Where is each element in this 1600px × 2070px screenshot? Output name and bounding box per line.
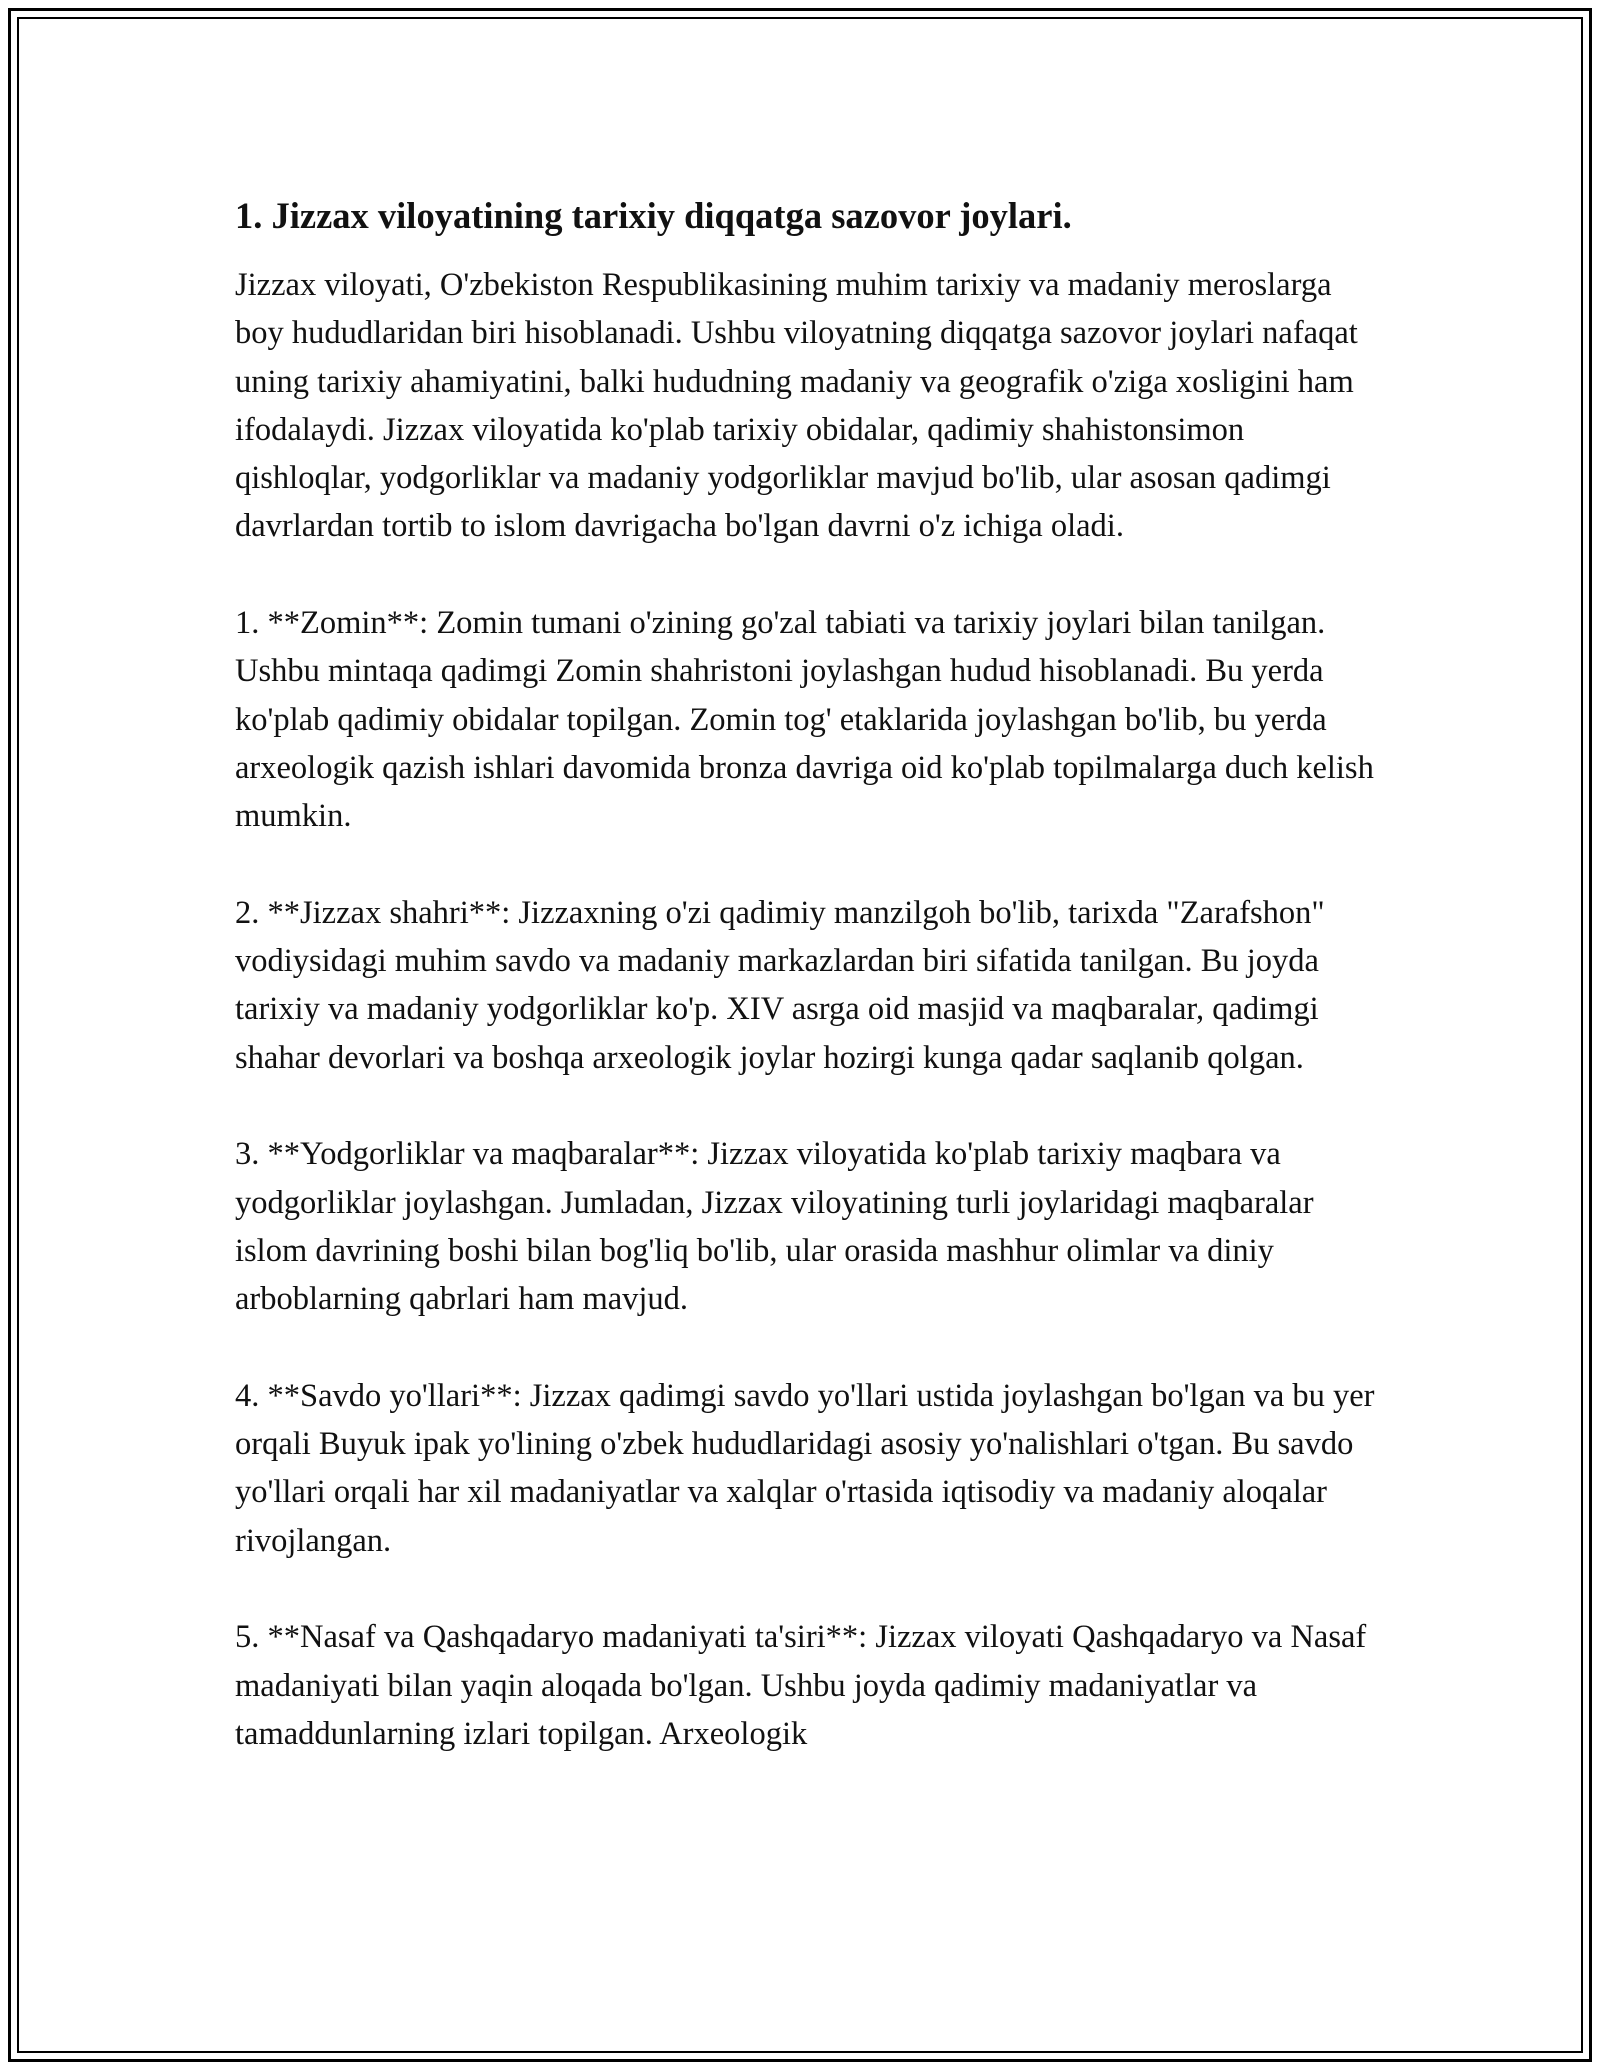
section-heading: 1. Jizzax viloyatining tarixiy diqqatga sazovor joylari. [235,195,1072,236]
intro-paragraph: Jizzax viloyati, O'zbekiston Respublikasining muhim tarixiy va madaniy meroslarga boy hududlaridan biri hisoblanadi. Ushbu viloyatning diqqatga sazovor joylari nafaqat uning tarixiy ahamiyatini, balki hududning madaniy va geografik o'ziga xosligini ham ifodalaydi. Jizzax viloyatida ko'plab tarixiy obidalar, qadimiy shahistonsimon qishloqlar, yodgorliklar va madaniy yodgorliklar mavjud bo'lib, ular asosan qadimgi davrlardan tortib to islom davrigacha bo'lgan davrni o'z ichiga oladi. [235,267,1358,545]
list-item-zomin: 1. **Zomin**: Zomin tumani o'zining go'zal tabiati va tarixiy joylari bilan tanilgan. Ushbu mintaqa qadimgi Zomin shahristoni joylashgan hudud hisoblanadi. Bu yerda ko'plab qadimiy obidalar topilgan. Zomin tog' etaklarida joylashgan bo'lib, bu yerda arxeologik qazish ishlari davomida bronza davriga oid ko'plab topilmalarga duch kelish mumkin. [235,605,1374,835]
document-body [235,188,1385,1807]
list-item-monuments: 3. **Yodgorliklar va maqbaralar**: Jizzax viloyatida ko'plab tarixiy maqbara va yodgorliklar joylashgan. Jumladan, Jizzax viloyatining turli joylaridagi maqbaralar islom davrining boshi bilan bog'liq bo'lib, ular orasida mashhur olimlar va diniy arboblarning qabrlari ham mavjud. [235,1136,1314,1318]
list-item-nasaf-influence: 5. **Nasaf va Qashqadaryo madaniyati ta'siri**: Jizzax viloyati Qashqadaryo va Nasaf madaniyati bilan yaqin aloqada bo'lgan. Ushbu joyda qadimiy madaniyatlar va tamaddunlarning izlari topilgan. Arxeologik [235,1619,1367,1752]
list-item-jizzax-city: 2. **Jizzax shahri**: Jizzaxning o'zi qadimiy manzilgoh bo'lib, tarixda "Zarafshon" vodiysidagi muhim savdo va madaniy markazlardan biri sifatida tanilgan. Bu joyda tarixiy va madaniy yodgorliklar ko'p. XIV asrga oid masjid va maqbaralar, qadimgi shahar devorlari va boshqa arxeologik joylar hozirgi kunga qadar saqlanib qolgan. [235,894,1325,1076]
list-item-trade-routes: 4. **Savdo yo'llari**: Jizzax qadimgi savdo yo'llari ustida joylashgan bo'lgan va bu yer orqali Buyuk ipak yo'lining o'zbek hududlaridagi asosiy yo'nalishlari o'tgan. Bu savdo yo'llari orqali har xil madaniyatlar va xalqlar o'rtasida iqtisodiy va madaniy aloqalar rivojlangan. [235,1377,1375,1559]
